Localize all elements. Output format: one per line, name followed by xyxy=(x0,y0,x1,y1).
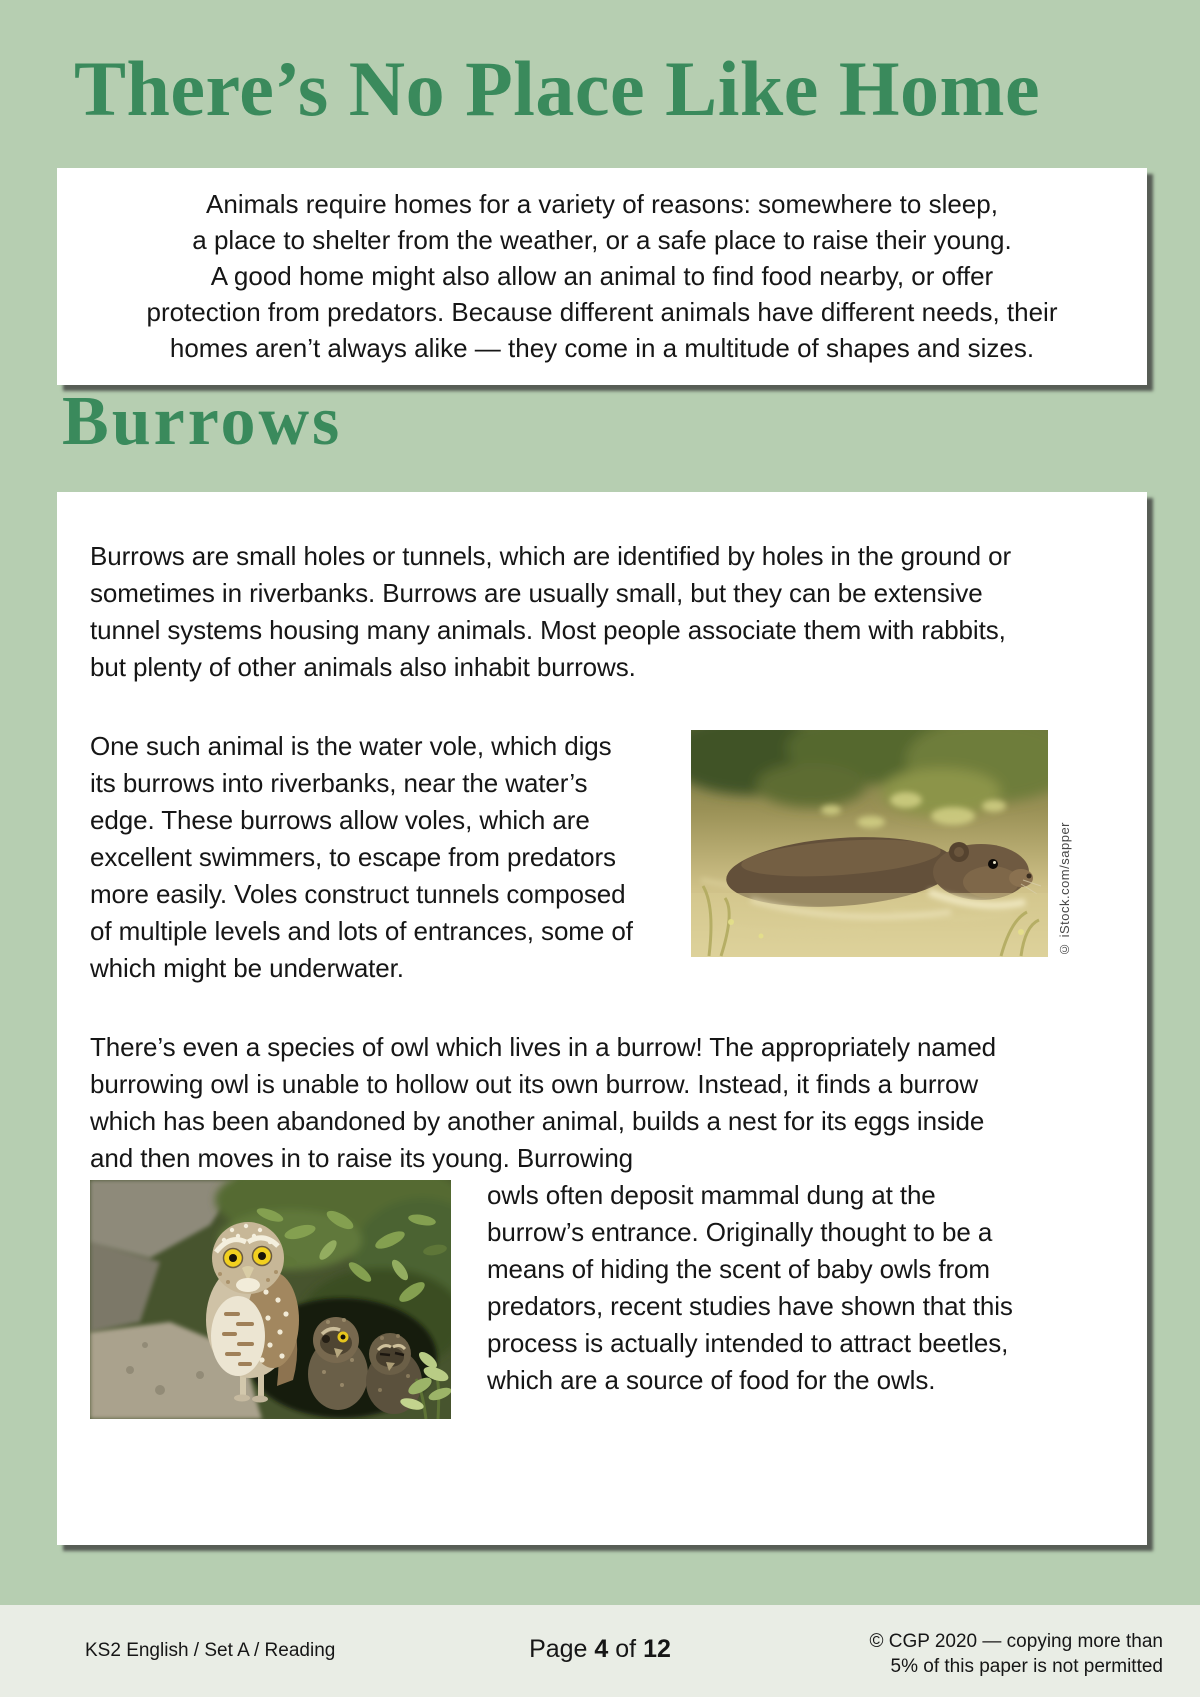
owl-paragraph-block xyxy=(90,1177,1114,1427)
page-title: There’s No Place Like Home xyxy=(74,45,1041,132)
intro-line: homes aren’t always alike — they come in a multitude of shapes and sizes. xyxy=(169,333,1035,363)
page-footer xyxy=(0,1605,1200,1697)
intro-line: A good home might also allow an animal to find food nearby, or offer xyxy=(210,261,994,291)
paragraph-water-vole: One such animal is the water vole, which digs its burrows into riverbanks, near the water’s edge. These burrows allow voles, which are excellent swimmers, to escape from predators more easily. Voles construct tunnels composed of multiple levels and lots of entrances, some of which might be underwater. xyxy=(90,731,633,983)
footer-copyright xyxy=(869,1629,1163,1679)
content-box xyxy=(57,492,1147,1545)
footer-copyright-line2: 5% of this paper is not permitted xyxy=(890,1656,1163,1677)
burrowing-owls-photo xyxy=(90,1180,451,1419)
section-heading-burrows: Burrows xyxy=(62,383,343,460)
footer-copyright-line1: © CGP 2020 — copying more than xyxy=(869,1631,1163,1652)
water-vole-photo xyxy=(691,730,1048,957)
water-vole-section xyxy=(90,728,1114,987)
photo-credit: © iStock.com/sapper xyxy=(1057,821,1072,957)
paragraph-owl-intro: There’s even a species of owl which lives in a burrow! The appropriately named burrowing owl is unable to hollow out its own burrow. Instead, it finds a burrow which has been abandoned by another animal, builds a nest for its eggs inside and then moves in to raise its young. Burrowing xyxy=(90,1032,997,1173)
footer-page-total: 12 xyxy=(643,1635,671,1663)
intro-line: protection from predators. Because different animals have different needs, their xyxy=(146,297,1058,327)
footer-of-word: of xyxy=(615,1635,637,1663)
footer-paper-reference: KS2 English / Set A / Reading xyxy=(85,1640,336,1661)
footer-page-number: 4 xyxy=(594,1635,609,1663)
footer-page-word: Page xyxy=(529,1635,588,1663)
intro-text-box xyxy=(57,168,1147,385)
water-vole-figure xyxy=(691,730,1072,957)
paragraph-owl-wrapped: owls often deposit mammal dung at the burrow’s entrance. Originally thought to be a means of hiding the scent of baby owls from predators, recent studies have shown that this process is actually intended to attract beetles, which are a source of food for the owls. xyxy=(487,1180,1013,1395)
intro-line: a place to shelter from the weather, or a safe place to raise their young. xyxy=(192,225,1012,255)
intro-line: Animals require homes for a variety of reasons: somewhere to sleep, xyxy=(206,189,998,219)
paragraph-burrows-intro: Burrows are small holes or tunnels, which are identified by holes in the ground or sometimes in riverbanks. Burrows are usually small, but they can be extensive tunnel systems housing many animals. Most people associate them with rabbits, but plenty of other animals also inhabit burrows. xyxy=(90,541,1012,682)
